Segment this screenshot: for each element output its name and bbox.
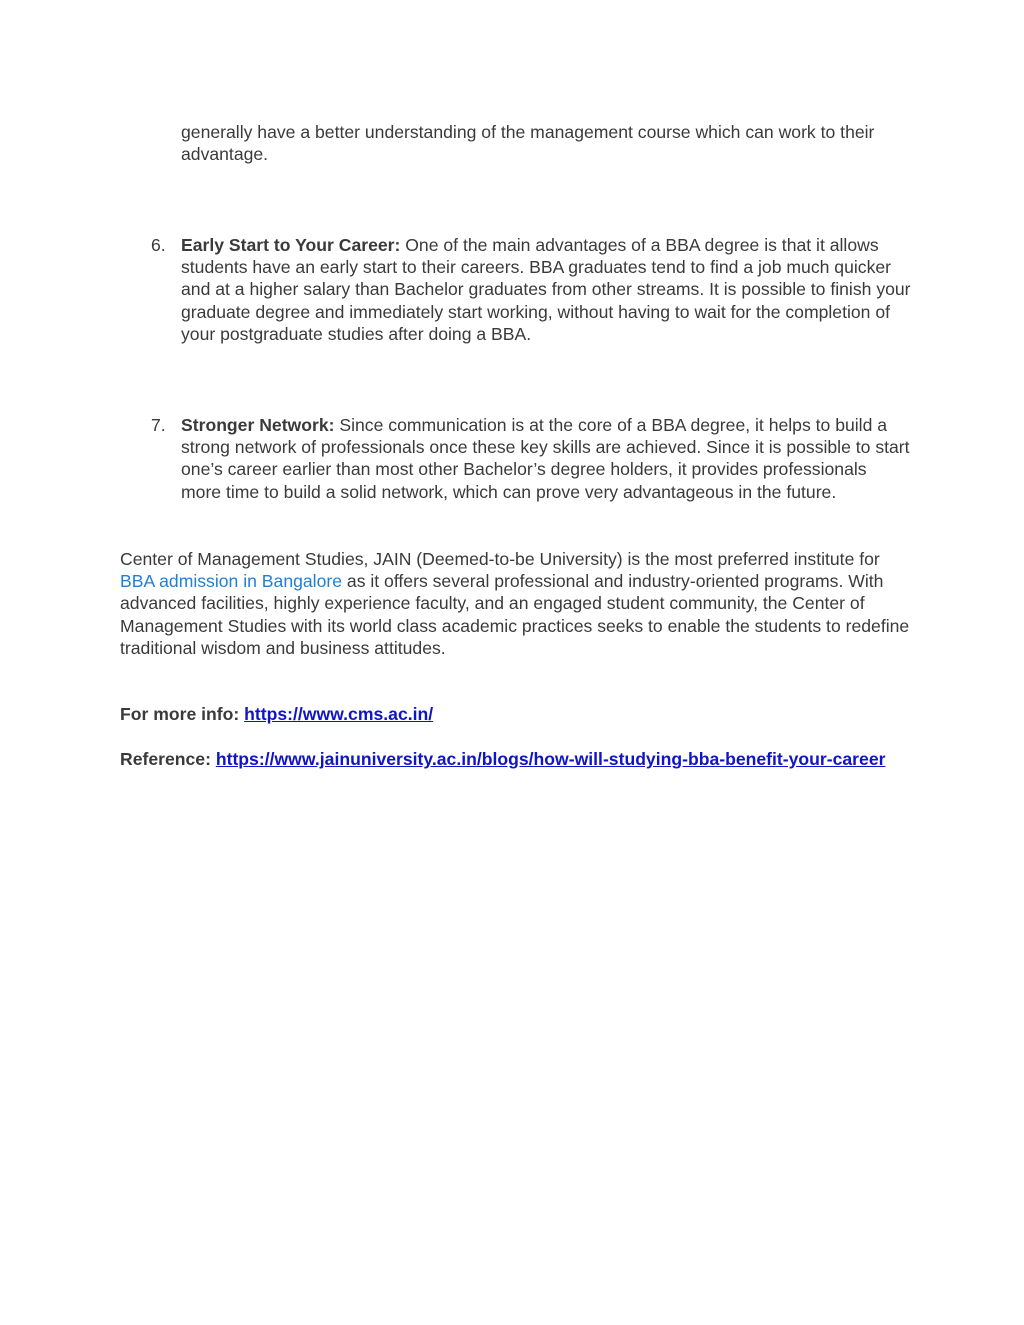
reference-line (120, 748, 910, 770)
cms-website-link[interactable]: https://www.cms.ac.in/ (244, 704, 434, 724)
list-item-number: 6. (151, 235, 166, 255)
reference-label: Reference: (120, 749, 211, 769)
list-item-body (181, 234, 911, 345)
bba-admission-link[interactable]: BBA admission in Bangalore (120, 571, 343, 592)
reference-link[interactable]: https://www.jainuniversity.ac.in/blogs/how-will-studying-bba-benefit-your-career (215, 749, 886, 769)
list-item-text: Since communication is at the core of a BBA degree, it helps to build a strong network of professionals once these key skills are achieved. Since it is possible to start one’s career earlier than most other Bachelor’s degree holders, it provides professionals more time to build a solid network, which can prove very advantageous in the future. (181, 415, 910, 502)
list-item-title: Stronger Network: (181, 415, 335, 435)
list-item-title: Early Start to Your Career: (181, 235, 401, 255)
summary-paragraph (120, 548, 910, 659)
list-item-continuation (181, 121, 911, 165)
list-item-body (181, 414, 911, 503)
continuation-text: generally have a better understanding of the management course which can work to their advantage. (181, 122, 875, 165)
more-info-line (120, 703, 910, 725)
list-item-number: 7. (151, 415, 166, 435)
list-item-text: One of the main advantages of a BBA degree is that it allows students have an early start to their careers. BBA graduates tend to find a job much quicker and at a higher salary than Bachelor graduates from other streams. It is possible to finish your graduate degree and immediately start working, without having to wait for the completion of your postgraduate studies after doing a BBA. (181, 235, 911, 344)
more-info-label: For more info: (120, 704, 240, 724)
summary-text-before: Center of Management Studies, JAIN (Deemed-to-be University) is the most preferred institute for (120, 549, 880, 569)
summary-text-after: as it offers several professional and industry-oriented programs. With advanced facilities, highly experience faculty, and an engaged student community, the Center of Management Studies with its world class academic practices seeks to enable the students to redefine traditional wisdom and business attitudes. (120, 571, 910, 658)
